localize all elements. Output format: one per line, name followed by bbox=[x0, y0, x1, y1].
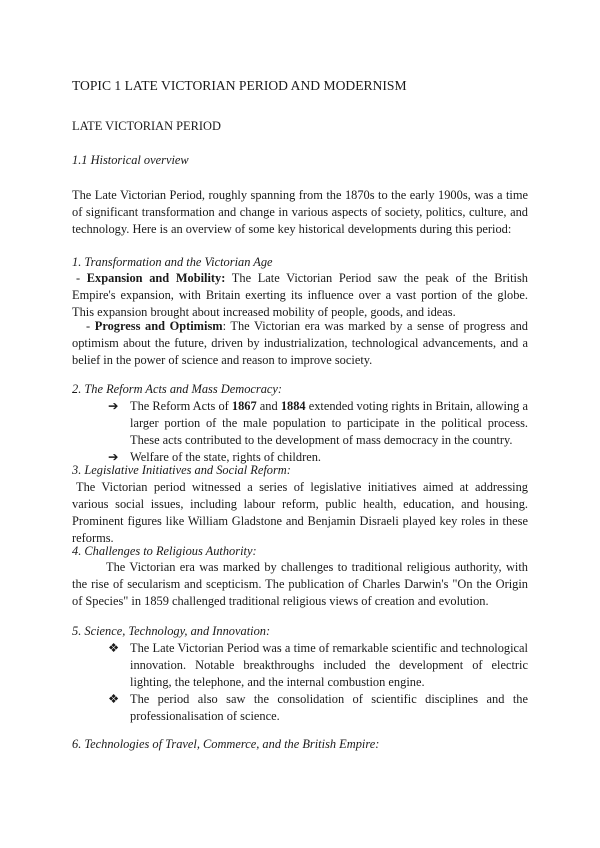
dash-marker: - bbox=[86, 319, 91, 333]
heading-legislative: 3. Legislative Initiatives and Social Reform: bbox=[72, 463, 291, 477]
term-expansion: Expansion and Mobility: bbox=[86, 271, 226, 285]
diamond-icon: ❖ bbox=[108, 641, 120, 655]
science-text-1: The Late Victorian Period was a time of remarkable scientific and technological innovation. Notable breakthroughs included the development of electric lighting, the telephone, and the internal combustion engine. bbox=[130, 641, 528, 689]
heading-travel-commerce: 6. Technologies of Travel, Commerce, and the British Empire: bbox=[72, 737, 380, 751]
heading-religious: 4. Challenges to Religious Authority: bbox=[72, 544, 257, 558]
reform-acts-list bbox=[106, 398, 528, 466]
welfare-text: Welfare of the state, rights of children. bbox=[130, 450, 321, 464]
list-item bbox=[106, 398, 528, 449]
arrow-icon: ➔ bbox=[108, 450, 119, 464]
arrow-icon: ➔ bbox=[108, 399, 119, 413]
paragraph-religious: The Victorian era was marked by challenges to traditional religious authority, with the rise of secularism and scepticism. The publication of Charles Darwin's "On the Origin of Species" in 1859 challenged traditional religious views of creation and evolution. bbox=[72, 560, 528, 608]
list-item bbox=[106, 691, 528, 725]
section-subtitle: LATE VICTORIAN PERIOD bbox=[72, 119, 221, 133]
heading-science: 5. Science, Technology, and Innovation: bbox=[72, 624, 271, 638]
text-expansion: The Late Victorian Period saw the peak of the British Empire's expansion, with Britain exerting its influence over a vast portion of the globe. This expansion brought about increased mobility of people, goods, and ideas. bbox=[72, 271, 528, 319]
year-1867: 1867 bbox=[231, 399, 257, 413]
reform-text-post: extended voting rights in Britain, allowing a larger portion of the male population to participate in the political process. These acts contributed to the development of mass democracy in the country. bbox=[130, 399, 528, 447]
reform-text-pre: The Reform Acts of bbox=[130, 399, 232, 413]
list-item bbox=[106, 640, 528, 691]
intro-paragraph: The Late Victorian Period, roughly spanning from the 1870s to the early 1900s, was a time of significant transformation and change in various aspects of society, politics, culture, and technology. Here is an overview of some key historical developments during this period: bbox=[72, 188, 528, 236]
paragraph-legislative: The Victorian period witnessed a series of legislative initiatives aimed at addressing various social issues, including labour reform, public health, education, and housing. Prominent figures like William Gladstone and Benjamin Disraeli played key roles in these reforms. bbox=[72, 480, 528, 545]
paragraph-expansion bbox=[72, 270, 528, 321]
science-list bbox=[106, 640, 528, 725]
year-1884: 1884 bbox=[280, 399, 306, 413]
science-text-2: The period also saw the consolidation of scientific disciplines and the professionalisation of science. bbox=[130, 692, 528, 723]
diamond-icon: ❖ bbox=[108, 692, 120, 706]
paragraph-progress bbox=[72, 318, 528, 369]
page-title: TOPIC 1 LATE VICTORIAN PERIOD AND MODERNISM bbox=[72, 78, 407, 93]
section-heading-1-1: 1.1 Historical overview bbox=[72, 153, 189, 167]
term-progress: Progress and Optimism bbox=[94, 319, 223, 333]
reform-text-and: and bbox=[256, 399, 281, 413]
dash-marker: - bbox=[76, 271, 81, 285]
heading-reform-acts: 2. The Reform Acts and Mass Democracy: bbox=[72, 382, 283, 396]
text-progress: : The Victorian era was marked by a sense of progress and optimism about the future, driven by industrialization, technological advancements, and a belief in the power of science and reason to improve society. bbox=[72, 319, 528, 367]
heading-transformation: 1. Transformation and the Victorian Age bbox=[72, 255, 273, 269]
